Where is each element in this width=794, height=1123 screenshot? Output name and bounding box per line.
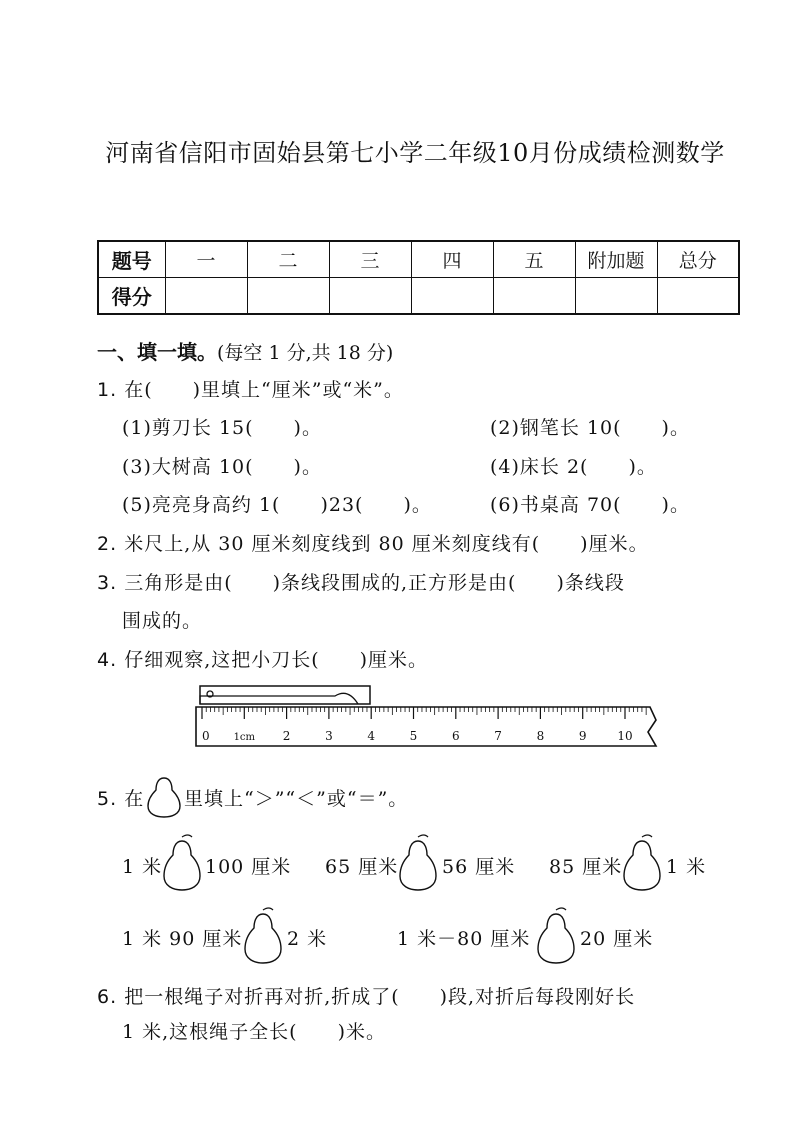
question-text: 把一根绳子对折再对折,折成了( )段,对折后每段刚好长 — [124, 986, 636, 1008]
header-cell: 五 — [493, 241, 575, 278]
ruler-label: 4 — [367, 729, 376, 743]
question-4 — [97, 645, 428, 672]
ruler-body — [196, 707, 656, 746]
header-cell: 附加题 — [575, 241, 657, 278]
header-cell: 总分 — [657, 241, 739, 278]
section-heading — [97, 336, 393, 365]
ruler-label: 5 — [409, 729, 418, 743]
ruler-label: 6 — [451, 729, 460, 743]
ruler-label: 1cm — [233, 732, 256, 743]
question-text: 米尺上,从 30 厘米刻度线到 80 厘米刻度线有( )厘米。 — [124, 533, 649, 555]
compare-left: 1 米 — [122, 856, 163, 878]
compare-left: 65 厘米 — [325, 856, 399, 878]
header-cell: 二 — [247, 241, 329, 278]
question-3-continued: 围成的。 — [122, 610, 203, 632]
compare-right: 2 米 — [287, 928, 328, 950]
page-title: 河南省信阳市固始县第七小学二年级10月份成绩检测数学 — [105, 139, 725, 167]
ruler-label: 10 — [617, 729, 633, 743]
score-cell[interactable] — [329, 278, 411, 315]
question-text: 里填上“＞”“＜”或“＝”。 — [184, 788, 409, 810]
section-title: 一、填一填。 — [97, 340, 217, 364]
score-cell[interactable] — [411, 278, 493, 315]
compare-right: 100 厘米 — [205, 856, 292, 878]
question-text: 在( )里填上“厘米”或“米”。 — [124, 379, 404, 401]
score-cell[interactable] — [575, 278, 657, 315]
score-cell[interactable] — [247, 278, 329, 315]
question-number: 1. — [97, 379, 118, 401]
question-1 — [97, 375, 404, 402]
row-label: 得分 — [98, 278, 165, 315]
question-number: 4. — [97, 649, 118, 671]
pear-icon[interactable] — [622, 833, 662, 891]
question-text: 仔细观察,这把小刀长( )厘米。 — [124, 649, 429, 671]
ruler-label: 7 — [494, 729, 502, 743]
pear-icon[interactable] — [398, 833, 438, 891]
compare-right: 56 厘米 — [442, 856, 516, 878]
question-number: 2. — [97, 533, 118, 555]
score-cell[interactable] — [165, 278, 247, 315]
ruler-label: 9 — [578, 729, 587, 743]
compare-right: 1 米 — [666, 856, 707, 878]
pear-icon[interactable] — [162, 833, 202, 891]
question-text: 三角形是由( )条线段围成的,正方形是由( )条线段 — [124, 572, 625, 594]
q1-item: (5)亮亮身高约 1( )23( )。 — [122, 494, 432, 516]
pear-icon[interactable] — [243, 906, 283, 964]
section-note: (每空 1 分,共 18 分) — [217, 342, 394, 364]
score-table — [97, 240, 740, 315]
pear-icon — [146, 772, 182, 818]
question-number: 6. — [97, 986, 118, 1008]
pear-icon[interactable] — [536, 906, 576, 964]
question-5 — [97, 784, 144, 811]
score-cell[interactable] — [657, 278, 739, 315]
score-cell[interactable] — [493, 278, 575, 315]
question-2 — [97, 529, 649, 556]
question-6 — [97, 982, 635, 1009]
q1-item: (6)书桌高 70( )。 — [490, 494, 690, 516]
q1-item: (2)钢笔长 10( )。 — [490, 417, 690, 439]
q1-item: (1)剪刀长 15( )。 — [122, 417, 322, 439]
question-6-continued: 1 米,这根绳子全长( )米。 — [122, 1021, 386, 1043]
q1-item: (3)大树高 10( )。 — [122, 456, 322, 478]
question-3 — [97, 568, 625, 595]
header-cell: 三 — [329, 241, 411, 278]
question-number: 3. — [97, 572, 118, 594]
ruler-label: 8 — [536, 729, 545, 743]
compare-left: 1 米－80 厘米 — [397, 928, 531, 950]
knife-icon — [200, 686, 370, 704]
header-cell: 题号 — [98, 241, 165, 278]
ruler-label: 2 — [282, 729, 291, 743]
q1-item: (4)床长 2( )。 — [490, 456, 657, 478]
compare-left: 1 米 90 厘米 — [122, 928, 243, 950]
score-table-header-row — [98, 241, 739, 278]
ruler-label: 3 — [325, 729, 333, 743]
score-table-score-row — [98, 278, 739, 315]
header-cell: 四 — [411, 241, 493, 278]
question-prefix: 在 — [124, 788, 145, 810]
header-cell: 一 — [165, 241, 247, 278]
ruler-label: 0 — [202, 729, 210, 743]
question-number: 5. — [97, 788, 118, 810]
compare-right: 20 厘米 — [580, 928, 654, 950]
compare-left: 85 厘米 — [549, 856, 623, 878]
ruler-figure — [190, 682, 665, 754]
